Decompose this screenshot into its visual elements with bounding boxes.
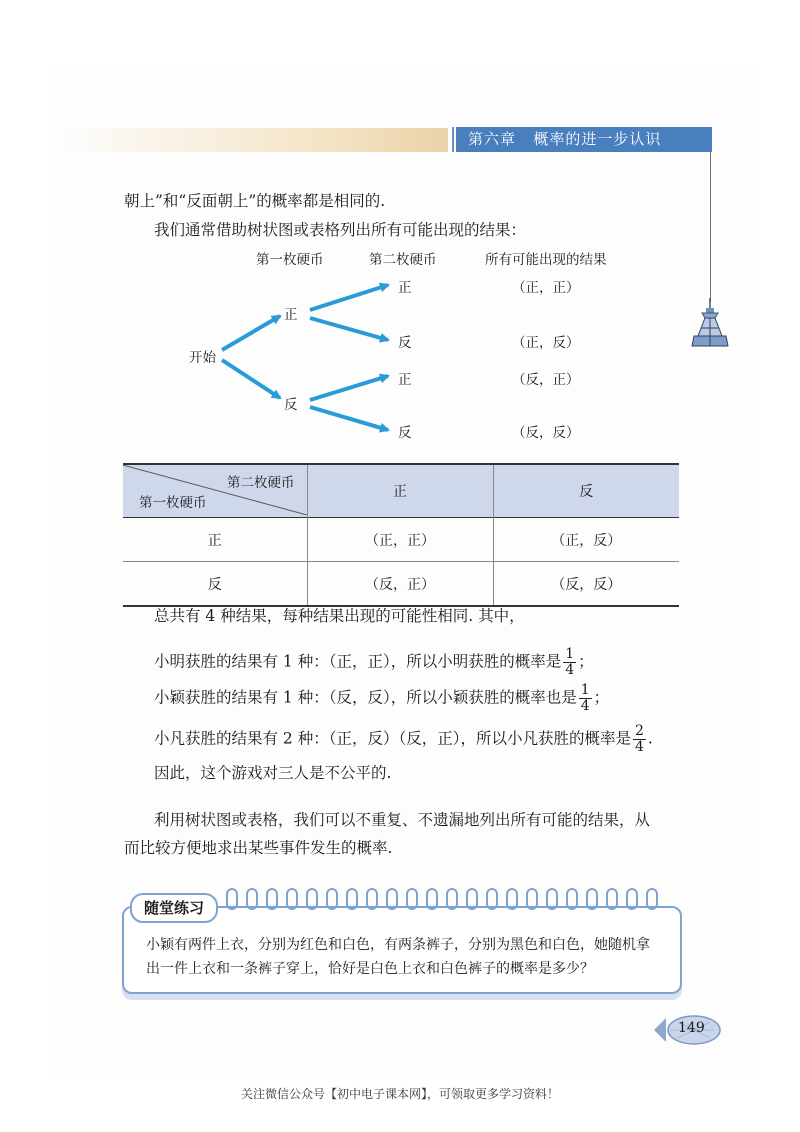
- tree-result: （反，正）: [512, 372, 580, 388]
- spiral-ring: [446, 888, 458, 910]
- analysis-intro: 总共有 4 种结果，每种结果出现的可能性相同. 其中，: [154, 607, 525, 625]
- analysis-conclusion: 因此，这个游戏对三人是不公平的.: [154, 764, 392, 782]
- table-row: [123, 562, 679, 607]
- tree-leaf: 反: [398, 425, 412, 441]
- spiral-ring: [226, 888, 238, 910]
- chapter-number: 第六章: [468, 130, 517, 148]
- spiral-ring: [426, 888, 438, 910]
- fraction-denominator: 4: [580, 698, 590, 714]
- spiral-ring: [406, 888, 418, 910]
- tree-col-second-coin: 第二枚硬币: [369, 252, 437, 268]
- exercise-line: 出一件上衣和一条裤子穿上，恰好是白色上衣和白色裤子的概率是多少？: [146, 961, 594, 977]
- chapter-title: 概率的进一步认识: [533, 130, 662, 148]
- page-number: 149: [678, 1020, 705, 1036]
- spiral-ring: [246, 888, 258, 910]
- fraction-denominator: 4: [634, 739, 644, 755]
- tree-result: （正，正）: [512, 280, 580, 296]
- tree-arrow: [222, 360, 280, 398]
- tree-result: （正，反）: [512, 335, 580, 351]
- analysis-punct: .: [647, 729, 653, 748]
- table-row-head: 反: [123, 562, 307, 607]
- table-cell: （反，正）: [307, 562, 493, 607]
- analysis-punct: ；: [578, 652, 594, 671]
- fraction-numerator: 1: [565, 646, 575, 662]
- fraction-numerator: 1: [580, 682, 590, 698]
- spiral-ring: [646, 888, 658, 910]
- summary-line: 利用树状图或表格，我们可以不重复、不遗漏地列出所有可能的结果，从: [154, 811, 651, 829]
- tree-arrow: [310, 407, 388, 430]
- table-col-head: 正: [307, 464, 493, 518]
- table-row: [123, 518, 679, 562]
- spiral-ring: [586, 888, 598, 910]
- tree-result: （反，反）: [512, 425, 580, 441]
- analysis-text: 小凡获胜的结果有 2 种：（正，反）（反，正），所以小凡获胜的概率是: [154, 729, 631, 748]
- analysis-fan: [154, 724, 653, 755]
- spiral-ring: [366, 888, 378, 910]
- exercise-title: 随堂练习: [130, 893, 218, 923]
- summary-line: 而比较方便地求出某些事件发生的概率.: [124, 839, 393, 857]
- fraction: [579, 683, 592, 714]
- table-col-head: 反: [493, 464, 679, 518]
- spiral-ring: [266, 888, 278, 910]
- analysis-ying: [154, 683, 609, 714]
- analysis-text: 小明获胜的结果有 1 种：（正，正），所以小明获胜的概率是: [154, 652, 562, 671]
- spiral-ring: [606, 888, 618, 910]
- tree-leaf: 正: [398, 280, 412, 296]
- spiral-ring: [526, 888, 538, 910]
- spiral-ring: [346, 888, 358, 910]
- fraction: [563, 647, 576, 678]
- tree-arrow: [222, 316, 280, 350]
- outcome-table: [123, 463, 679, 607]
- spiral-ring: [486, 888, 498, 910]
- paragraph-line: 朝上”和“反面朝上”的概率都是相同的.: [124, 192, 386, 210]
- table-row-head: 正: [123, 518, 307, 562]
- paragraph-line: 我们通常借助树状图或表格列出所有可能出现的结果：: [154, 221, 527, 239]
- corner-bottom-label: 第一枚硬币: [139, 495, 207, 511]
- table-corner-cell: [123, 464, 307, 518]
- table-cell: （反，反）: [493, 562, 679, 607]
- tree-col-first-coin: 第一枚硬币: [256, 252, 324, 268]
- spiral-ring: [306, 888, 318, 910]
- tree-leaf: 反: [398, 335, 412, 351]
- footer-note: 关注微信公众号【初中电子课本网】，可领取更多学习资料！: [240, 1087, 559, 1101]
- tree-col-results: 所有可能出现的结果: [485, 252, 607, 268]
- table-cell: （正，反）: [493, 518, 679, 562]
- tree-start: 开始: [189, 350, 216, 366]
- spiral-ring: [286, 888, 298, 910]
- analysis-ming: [154, 647, 594, 678]
- analysis-text: 小颖获胜的结果有 1 种：（反，反），所以小颖获胜的概率也是: [154, 688, 577, 707]
- tree-node-first: 正: [284, 307, 298, 323]
- spiral-ring: [546, 888, 558, 910]
- spiral-ring: [566, 888, 578, 910]
- fraction-numerator: 2: [634, 723, 644, 739]
- spiral-ring: [326, 888, 338, 910]
- spiral-ring: [506, 888, 518, 910]
- fraction: [633, 724, 646, 755]
- fraction-denominator: 4: [565, 662, 575, 678]
- tree-arrow: [310, 285, 388, 310]
- tree-leaf: 正: [398, 372, 412, 388]
- exercise-line: 小颖有两件上衣，分别为红色和白色，有两条裤子，分别为黑色和白色，她随机拿: [146, 937, 650, 953]
- tree-diagram-arrows: [0, 0, 800, 470]
- analysis-punct: ；: [593, 688, 610, 707]
- tree-arrow: [310, 376, 388, 400]
- corner-top-label: 第二枚硬币: [227, 475, 295, 491]
- table-cell: （正，正）: [307, 518, 493, 562]
- spiral-ring: [386, 888, 398, 910]
- spiral-ring: [466, 888, 478, 910]
- spiral-ring: [626, 888, 638, 910]
- tree-node-first: 反: [284, 397, 298, 413]
- table-header-row: [123, 464, 679, 518]
- tree-arrow: [310, 318, 388, 340]
